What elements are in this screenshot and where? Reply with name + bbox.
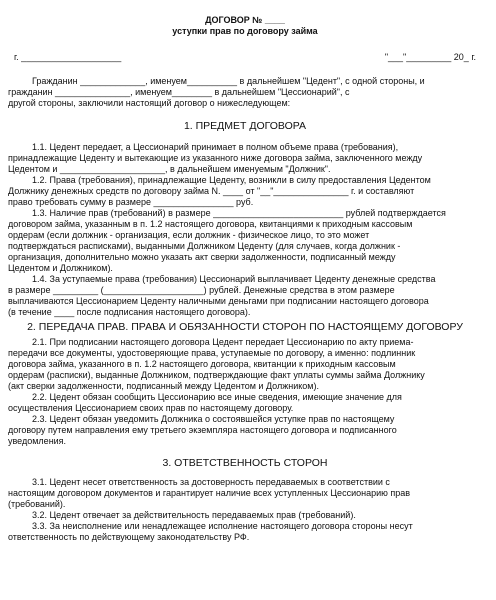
clause-line: право требовать сумму в размере ________________ руб.: [8, 197, 254, 207]
intro-line: гражданин _______________, именуем________ в дальнейшем "Цессионарий", с: [8, 87, 350, 97]
clause-3-3: [8, 521, 482, 543]
clause-line: (требований).: [8, 499, 66, 509]
intro-line: другой стороны, заключили настоящий договор о нижеследующем:: [8, 98, 291, 108]
clause-1-1: [8, 142, 482, 175]
clause-2-1: [8, 337, 482, 392]
clause-line: в размере _________ (____________________) рублей. Денежные средства в этом размере: [8, 285, 395, 295]
clause-line: ордерам (если должник - организация, если должник - физическое лицо, то это может: [8, 230, 370, 240]
clause-line: принадлежащие Цеденту и вытекающие из указанного ниже договора займа, заключенного между: [8, 153, 423, 163]
clause-3-1: [8, 477, 482, 510]
date-field: "___"_________ 20_ г.: [384, 52, 476, 62]
clause-line: 2.2. Цедент обязан сообщить Цессионарию все иные сведения, имеющие значение для: [32, 392, 402, 402]
clause-line: 3.2. Цедент отвечает за действительность передаваемых прав (требований).: [32, 510, 356, 520]
clause-line: 3.1. Цедент несет ответственность за достоверность передаваемых в соответствии с: [32, 477, 390, 487]
document-subtitle: уступки прав по договору займа: [172, 26, 318, 36]
section-heading-1: 1. ПРЕДМЕТ ДОГОВОРА: [183, 120, 307, 132]
clause-line: организация, дополнительно можно указать акт сверки задолженности, подписанный между: [8, 252, 396, 262]
clause-line: выплачиваются Цессионарием Цеденту наличными деньгами при подписании настоящего договора: [8, 296, 429, 306]
clause-line: 2.3. Цедент обязан уведомить Должника о состоявшейся уступке прав по настоящему: [32, 414, 395, 424]
clause-2-3: [8, 414, 482, 447]
city-field: г. ____________________: [14, 52, 122, 62]
section-heading-3: 3. ОТВЕТСТВЕННОСТЬ СТОРОН: [162, 457, 328, 469]
clause-line: уведомления.: [8, 436, 67, 446]
clause-line: договору путем направления ему третьего экземпляра настоящего договора и подписанного: [8, 425, 397, 435]
clause-1-4: [8, 274, 482, 318]
clause-line: (в течение ____ после подписания настоящего договора).: [8, 307, 251, 317]
clause-line: осуществления Цессионарием своих прав по настоящему договору.: [8, 403, 294, 413]
clause-line: 3.3. За неисполнение или ненадлежащее исполнение настоящего договора стороны несут: [32, 521, 413, 531]
clause-line: Цедентом и _____________________, в дальнейшем именуемым "Должник".: [8, 164, 331, 174]
clause-line: передачи все документы, удостоверяющие права, уступаемые по договору, а именно: подлинник: [8, 348, 416, 358]
clause-line: Должнику денежных средств по договору займа N. ____ от "__"_______________ г. и составляют: [8, 186, 415, 196]
clause-line: 2.1. При подписании настоящего договора Цедент передает Цессионарию по акту приема-: [32, 337, 414, 347]
clause-line: (акт сверки задолженности, подписанный между Цедентом и Должником).: [8, 381, 319, 391]
clause-1-2: [8, 175, 482, 208]
place-date-line: [8, 52, 482, 63]
clause-line: договором займа, указанным в п. 1.2 настоящего договора, квитанциями к приходным кассовым: [8, 219, 413, 229]
clause-1-3: [8, 208, 482, 274]
clause-line: 1.1. Цедент передает, а Цессионарий принимает в полном объеме права (требования),: [32, 142, 399, 152]
clause-line: договора займа, указанного в п. 1.2 настоящего договора, квитанции к приходным кассовым: [8, 359, 396, 369]
clause-line: 1.4. За уступаемые права (требования) Цессионарий выплачивает Цеденту денежные средства: [32, 274, 436, 284]
clause-line: настоящим договором документов и гарантирует наличие всех уступленных Цессионарию прав: [8, 488, 411, 498]
clause-line: ответственность по действующему законодательству РФ.: [8, 532, 250, 542]
intro-paragraph: [8, 76, 482, 109]
clause-2-2: [8, 392, 482, 414]
document-title: ДОГОВОР № ____: [205, 15, 285, 25]
section-heading-2: 2. ПЕРЕДАЧА ПРАВ. ПРАВА И ОБЯЗАННОСТИ СТОРОН ПО НАСТОЯЩЕМУ ДОГОВОРУ: [27, 321, 463, 333]
clause-line: ордерам (расписки), выданные Должником, подтверждающие факт уплаты суммы займа Должнику: [8, 370, 425, 380]
intro-line: Гражданин _____________, именуем__________ в дальнейшем "Цедент", с одной стороны, и: [32, 76, 425, 86]
clause-line: 1.2. Права (требования), принадлежащие Цеденту, возникли в силу предоставления Цедентом: [32, 175, 431, 185]
clause-3-2: [8, 510, 482, 521]
clause-line: 1.3. Наличие прав (требований) в размере __________________________ рублей подтверждается: [32, 208, 446, 218]
clause-line: Цедентом и Должником).: [8, 263, 113, 273]
clause-line: подтверждаться расписками), выданными Должником Цеденту (для случаев, когда должник -: [8, 241, 401, 251]
